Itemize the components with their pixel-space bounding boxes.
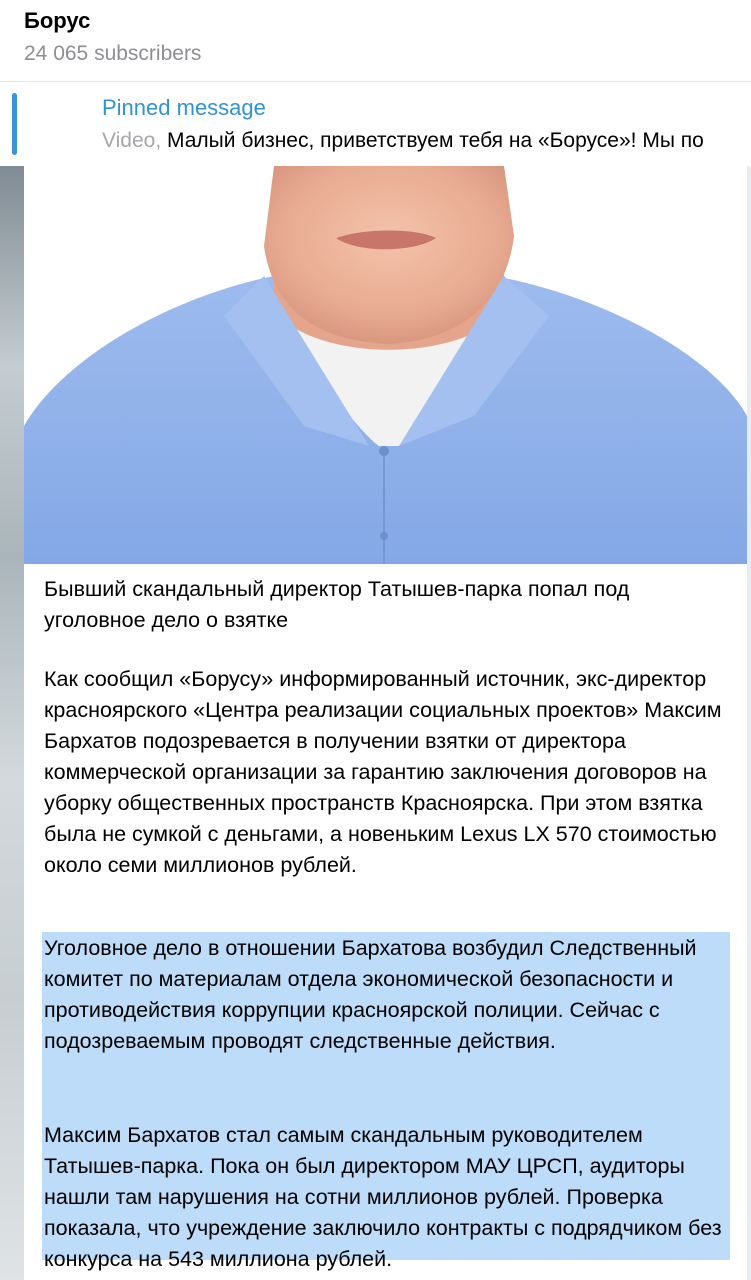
pinned-message-bar[interactable] (0, 83, 751, 166)
pinned-label: Pinned message (102, 95, 266, 120)
post-photo[interactable] (24, 166, 747, 564)
chat-header[interactable] (0, 0, 751, 82)
chat-wallpaper-edge (747, 166, 751, 1280)
subscriber-count: 24 065 subscribers (24, 42, 202, 65)
pinned-preview-text: Малый бизнес, приветствуем тебя на «Борусе»! Мы по (161, 129, 704, 152)
post-headline: Бывший скандальный директор Татышев-парка попал под уголовное дело о взятке (44, 577, 630, 632)
portrait-photo-icon (24, 166, 747, 564)
pinned-indicator (12, 93, 17, 155)
pinned-preview (102, 129, 704, 153)
post-paragraph-3[interactable]: Максим Бархатов стал самым скандальным руководителем Татышев-парка. Пока он был директором МАУ ЦРСП, аудиторы нашли там нарушения на сотни миллионов рублей. Проверка показала, что учреждение заключило контракты с подрядчиком без конкурса на 543 миллиона рублей. (44, 1123, 722, 1271)
pinned-kind: Video, (102, 129, 162, 152)
post-paragraph-2[interactable]: Уголовное дело в отношении Бархатова возбудил Следственный комитет по материалам отдела экономической безопасности и противодействия коррупции красноярской полиции. Сейчас с подозреваемым проводят следственные действия. (44, 936, 697, 1053)
post-paragraph-1: Как сообщил «Борусу» информированный источник, экс-директор красноярского «Центра реализации социальных проектов» Максим Бархатов подозревается в получении взятки от директора коммерческой организации за гарантию заключения договоров на уборку общественных пространств Красноярска. При этом взятка была не сумкой с деньгами, а новеньким Lexus LX 570 стоимостью около семи миллионов рублей. (44, 667, 722, 877)
chat-wallpaper (0, 166, 24, 1280)
channel-title[interactable]: Борус (24, 8, 91, 33)
message-bubble[interactable] (24, 166, 747, 1280)
